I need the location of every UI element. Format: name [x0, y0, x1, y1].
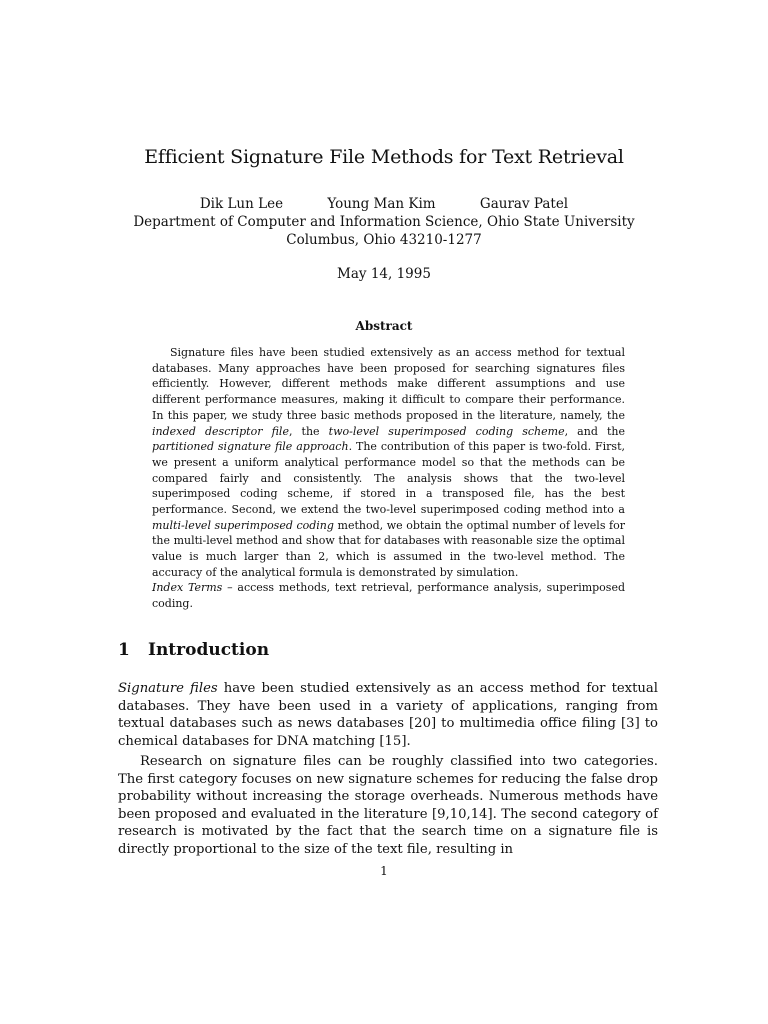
- address: Columbus, Ohio 43210-1277: [286, 232, 482, 248]
- abstract-emphasis: multi-level superimposed coding: [152, 518, 334, 532]
- author-name: Gaurav Patel: [479, 196, 569, 212]
- abstract-fragment: . The contribution of this paper is two-fold. First, we present a uniform analytical performance model so that the methods can be compared fairly and consistently. The analysis shows that the two-level superimposed coding scheme, if stored in a transposed file, has the best performance. Second, we extend the two-level superimposed coding method into a: [152, 440, 625, 517]
- abstract-fragment: , and the: [564, 424, 625, 438]
- author-name: Young Man Kim: [327, 196, 436, 212]
- abstract-fragment: method, we obtain the optimal number of levels for the multi-level method and show that for databases with reasonable size the optimal value is much larger than 2, which is assumed in the two-level method. The accuracy of the analytical formula is demonstrated by simulation.: [152, 518, 625, 579]
- index-terms-label: Index Terms: [152, 581, 223, 594]
- abstract-text: [152, 345, 625, 581]
- page-number: 1: [380, 864, 388, 878]
- affiliation: Department of Computer and Information Science, Ohio State University: [133, 214, 635, 230]
- index-terms: [152, 580, 625, 611]
- paper-date: May 14, 1995: [337, 266, 431, 282]
- section-number: 1: [118, 640, 130, 660]
- author-list: [0, 196, 768, 212]
- abstract-fragment: , the: [288, 424, 329, 438]
- author-name: Dik Lun Lee: [199, 196, 284, 212]
- abstract-emphasis: two-level superimposed coding scheme: [328, 424, 565, 438]
- section-title: Introduction: [148, 640, 270, 660]
- abstract-emphasis: indexed descriptor file: [152, 424, 289, 438]
- body-emphasis: Signature files: [118, 681, 218, 696]
- abstract-emphasis: partitioned signature file approach: [152, 440, 349, 454]
- index-terms-text: – access methods, text retrieval, performance analysis, superimposed coding.: [152, 581, 625, 610]
- body-paragraph: Research on signature files can be roughly classified into two categories. The first category focuses on new signature schemes for reducing the false drop probability without increasing the storage overheads. Numerous methods have been proposed and evaluated in the literature [9,10,14]. The second category of research is motivated by the fact that the search time on a signature file is directly proportional to the size of the text file, resulting in: [118, 754, 658, 857]
- section-heading: [118, 640, 269, 660]
- abstract-fragment: Signature files have been studied extensively as an access method for textual databases. Many approaches have been proposed for searching signatures files efficiently. However, different methods make different assumptions and use different performance measures, making it difficult to compare their performance. In this paper, we study three basic methods proposed in the literature, namely, the: [152, 346, 625, 422]
- body-paragraph: [118, 680, 658, 750]
- body-text: have been studied extensively as an access method for textual databases. They have been used in a variety of applications, ranging from textual databases such as news databases [20] to multimedia office filing [3] to chemical databases for DNA matching [15].: [118, 681, 658, 749]
- paper-title: Efficient Signature File Methods for Text Retrieval: [144, 146, 624, 168]
- abstract-heading: Abstract: [355, 319, 413, 333]
